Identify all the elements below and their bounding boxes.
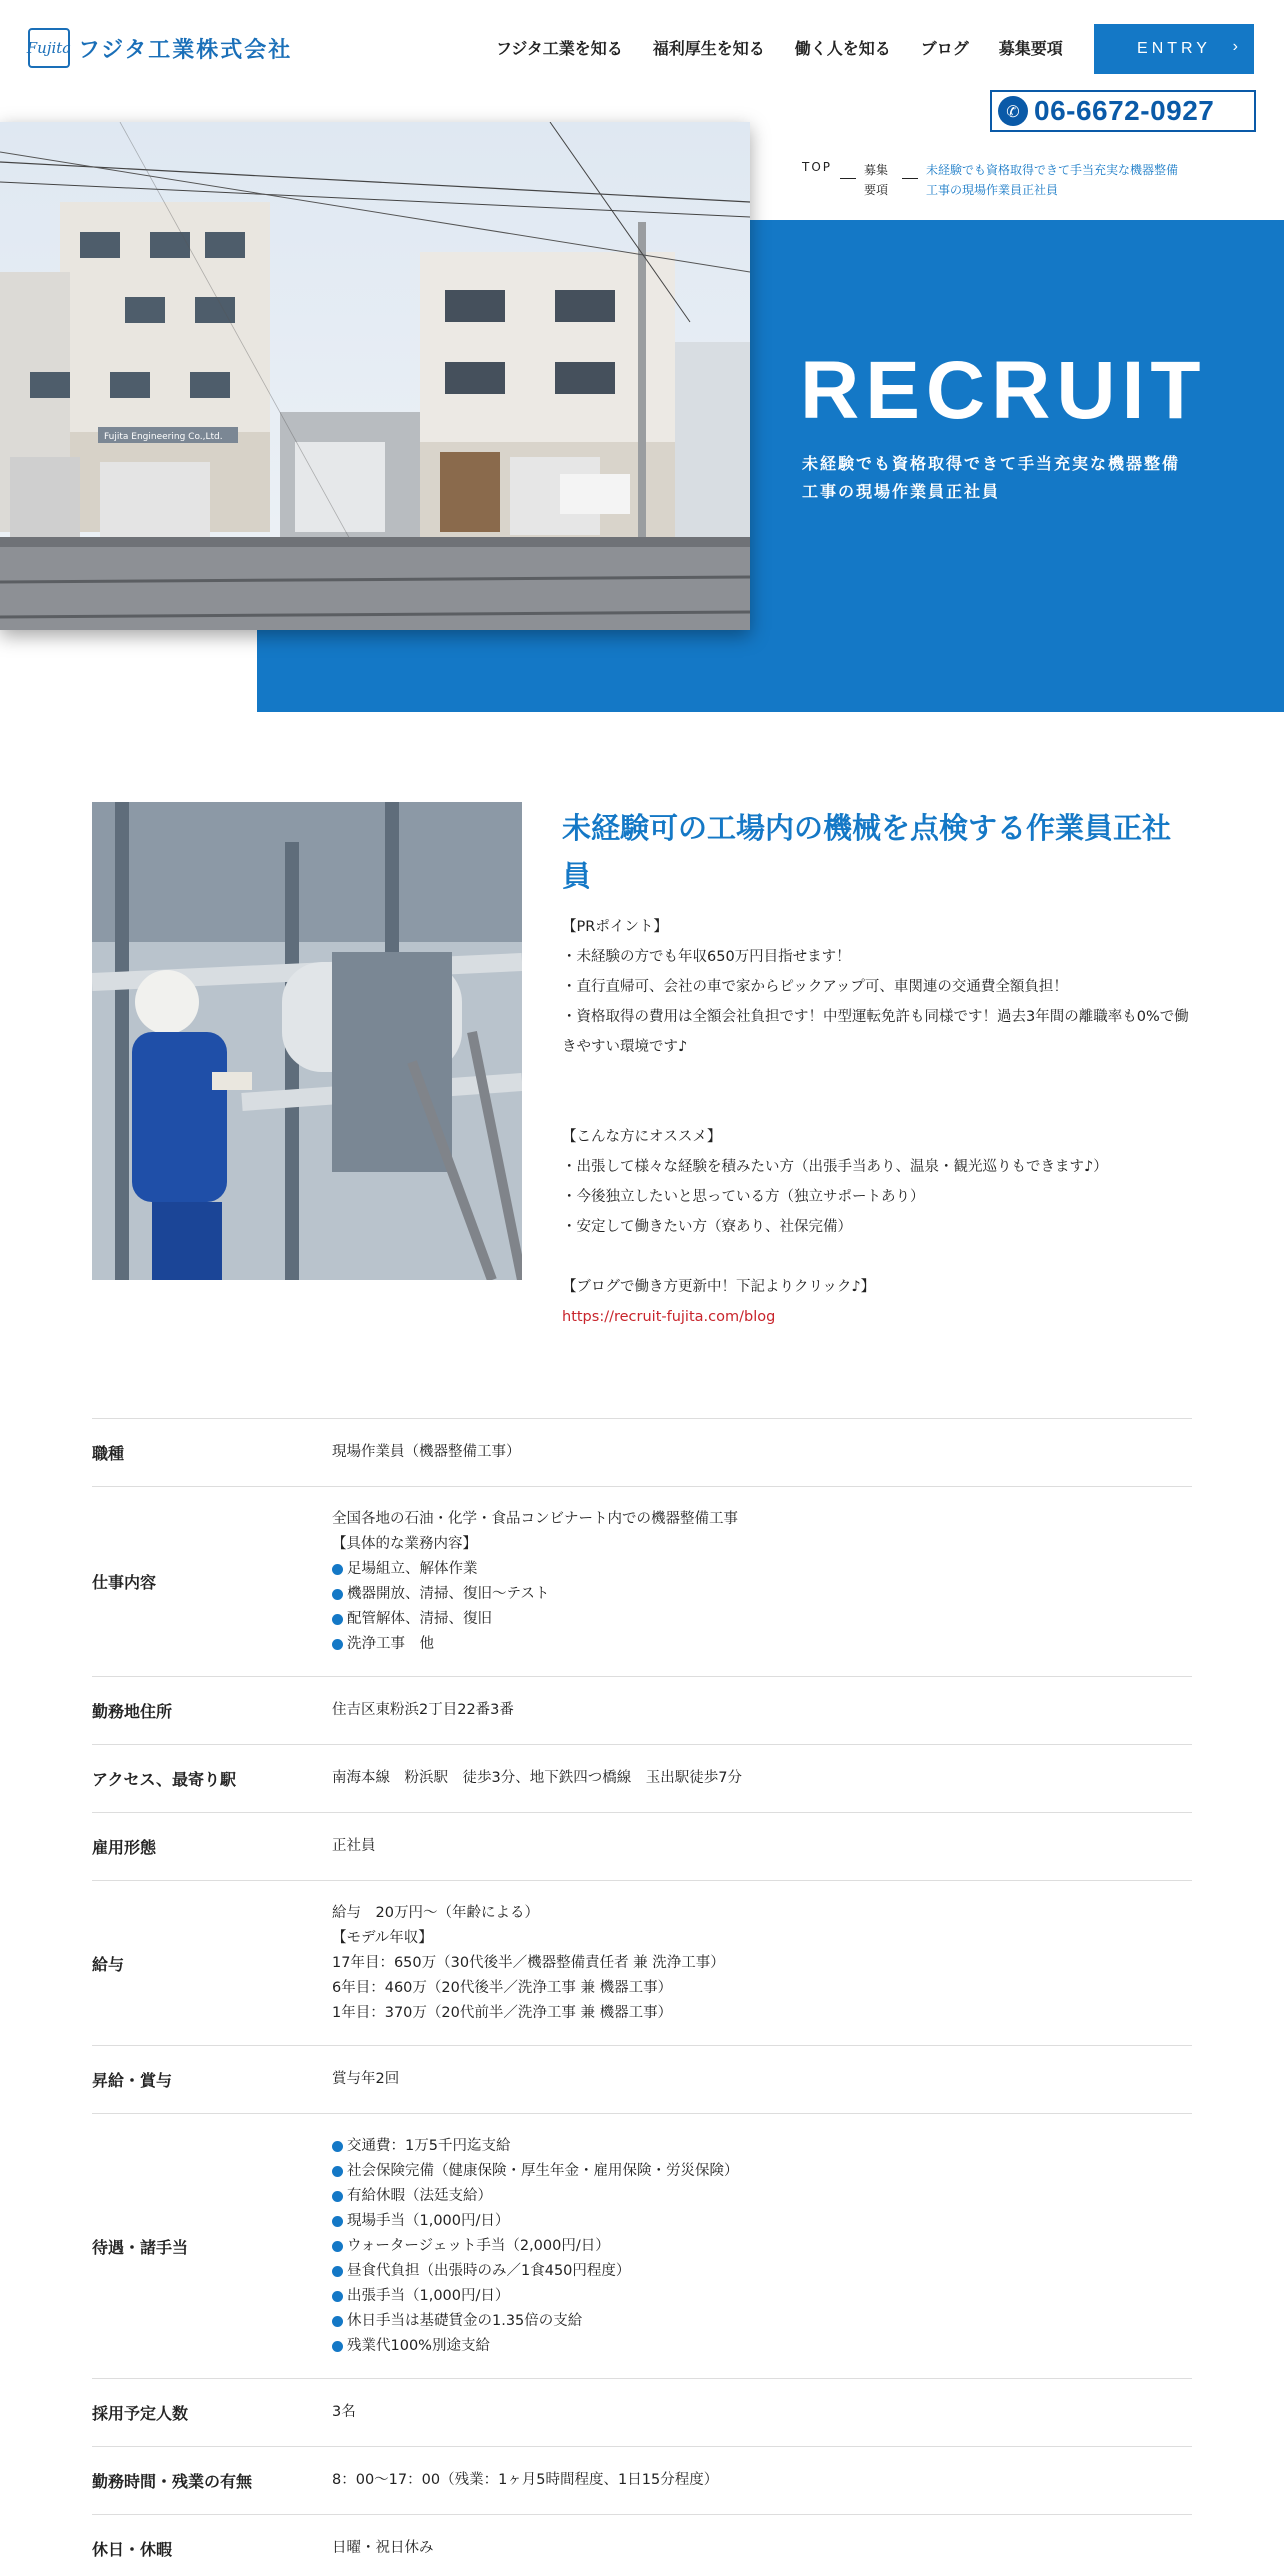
table-row [92,1486,1192,1676]
row-label: 雇用形態 [92,1838,157,1857]
value-line [332,1951,1192,1976]
bullet-dot-icon [332,2316,343,2327]
value-text: 足場組立、解体作業 [347,1560,478,1577]
page-subtitle: 未経験でも資格取得できて手当充実な機器整備工事の現場作業員正社員 [802,454,1181,501]
value-text: 休日手当は基礎賃金の1.35倍の支給 [347,2312,583,2329]
row-label: 勤務地住所 [92,1702,173,1721]
value-text: 配管解体、清掃、復旧 [347,1610,492,1627]
site-header [0,0,1284,80]
row-value [332,2468,1192,2493]
table-row [92,1880,1192,2045]
row-label: 職種 [92,1444,125,1463]
value-line [332,2067,1192,2092]
row-label: 待遇・諸手当 [92,2237,189,2257]
value-text: 正社員 [332,1838,376,1854]
description-line: ・直行直帰可、会社の車で家からピックアップ可、車関連の交通費全額負担！ [562,979,1068,995]
bullet-dot-icon [332,1639,343,1650]
bullet-dot-icon [332,2241,343,2252]
entry-button-label: ENTRY [1137,40,1211,57]
row-label: 休日・休暇 [92,2540,173,2559]
table-row [92,1676,1192,1744]
breadcrumb-separator [840,178,856,179]
value-text: 17年目：650万（30代後半／機器整備責任者 兼 洗浄工事） [332,1954,725,1971]
bullet-dot-icon [332,1614,343,1625]
value-text: 社会保険完備（健康保険・厚生年金・雇用保険・労災保険） [347,2162,739,2179]
breadcrumb-recruit-link[interactable]: 募集要項 [864,163,889,197]
value-text: 洗浄工事 他 [347,1635,434,1652]
breadcrumb-separator [902,178,918,179]
row-label: 給与 [92,1954,125,1974]
value-text: 交通費：1万5千円迄支給 [347,2137,511,2154]
chevron-right-icon: › [1232,38,1242,55]
row-value [332,2536,1192,2561]
description-line: 【ブログで働き方更新中！下記よりクリック♪】 [562,1279,876,1295]
page-title: RECRUIT [800,345,1207,436]
main-nav [496,36,1063,59]
phone-icon: ✆ [998,96,1028,126]
value-text: 3名 [332,2404,356,2420]
value-text: 1年目：370万（20代前半／洗浄工事 兼 機器工事） [332,2004,673,2021]
bullet-dot-icon [332,2216,343,2227]
table-row [92,2446,1192,2514]
phone-banner[interactable] [990,90,1256,132]
value-text: 住吉区東粉浜2丁目22番3番 [332,1702,514,1718]
row-label: 昇給・賞与 [92,2071,173,2090]
nav-item-welfare[interactable]: 福利厚生を知る [652,39,765,58]
value-text: 【モデル年収】 [332,1929,433,1946]
value-line [332,1698,1192,1723]
table-row [92,2113,1192,2378]
nav-item-about[interactable]: フジタ工業を知る [496,39,623,58]
value-line [332,2209,1192,2234]
description-line: 【PRポイント】 [562,919,668,935]
building-sign-text: Fujita Engineering Co.,Ltd. [104,432,223,442]
description-line: ・未経験の方でも年収650万円目指せます！ [562,949,851,965]
row-value [332,1507,1192,1657]
value-line [332,1532,1192,1557]
value-text: 出張手当（1,000円/日） [347,2287,510,2304]
row-value [332,2400,1192,2425]
worker-photo [92,802,522,1280]
row-value [332,2067,1192,2092]
table-row [92,2378,1192,2446]
value-line [332,2536,1192,2561]
description-line [562,1242,1192,1272]
description-line [562,1062,1192,1092]
value-line [332,2259,1192,2284]
value-line [332,1766,1192,1791]
value-text: 南海本線 粉浜駅 徒歩3分、地下鉄四つ橋線 玉出駅徒歩7分 [332,1770,742,1786]
value-text: 現場作業員（機器整備工事） [332,1444,521,1460]
row-value [332,1698,1192,1723]
value-line [332,1834,1192,1859]
entry-button[interactable] [1094,24,1254,74]
value-text: 賞与年2回 [332,2071,400,2087]
description-line: ・安定して働きたい方（寮あり、社保完備） [562,1219,852,1235]
value-line [332,2184,1192,2209]
value-line [332,1926,1192,1951]
table-row [92,1812,1192,1880]
description-line: 【こんな方にオススメ】 [562,1129,722,1145]
value-line [332,2334,1192,2359]
bullet-dot-icon [332,1564,343,1575]
row-label: 勤務時間・残業の有無 [92,2472,253,2491]
description-line: ・出張して様々な経験を積みたい方（出張手当あり、温泉・観光巡りもできます♪） [562,1159,1108,1175]
breadcrumb-top-link[interactable]: TOP [802,160,833,174]
description-line [562,1092,1192,1122]
value-line [332,1557,1192,1582]
row-value [332,1834,1192,1859]
row-value [332,1440,1192,1465]
value-line [332,1507,1192,1532]
value-line [332,1976,1192,2001]
value-line [332,2284,1192,2309]
breadcrumb [802,160,1186,200]
blog-link[interactable]: https://recruit-fujita.com/blog [562,1309,776,1325]
value-line [332,1440,1192,1465]
value-line [332,1607,1192,1632]
table-row [92,1744,1192,1812]
hero-building-photo [0,122,750,630]
nav-item-recruit[interactable]: 募集要項 [998,39,1063,58]
value-text: 全国各地の石油・化学・食品コンビナート内での機器整備工事 [332,1510,738,1527]
value-text: 8：00～17：00（残業：1ヶ月5時間程度、1日15分程度） [332,2472,719,2488]
row-value [332,1766,1192,1791]
bullet-dot-icon [332,2166,343,2177]
value-line [332,2159,1192,2184]
nav-item-people[interactable]: 働く人を知る [794,39,891,58]
value-text: ウォータージェット手当（2,000円/日） [347,2237,610,2254]
table-row [92,1418,1192,1486]
value-line [332,2001,1192,2026]
bullet-dot-icon [332,2341,343,2352]
value-text: 有給休暇（法廷支給） [347,2187,492,2204]
table-row [92,2514,1192,2568]
value-text: 昼食代負担（出張時のみ／1食450円程度） [347,2262,631,2279]
value-text: 日曜・祝日休み [332,2540,434,2556]
value-line [332,2309,1192,2334]
table-row [92,2045,1192,2113]
bullet-dot-icon [332,2191,343,2202]
job-headline: 未経験可の工場内の機械を点検する作業員正社員 [562,811,1172,893]
value-text: 給与 20万円～（年齢による） [332,1904,539,1921]
row-label: アクセス、最寄り駅 [92,1770,237,1789]
nav-item-blog[interactable]: ブログ [920,39,969,58]
breadcrumb-current: 未経験でも資格取得できて手当充実な機器整備工事の現場作業員正社員 [926,163,1179,197]
value-line [332,1901,1192,1926]
bullet-dot-icon [332,2291,343,2302]
value-line [332,2134,1192,2159]
description-line: ・今後独立したいと思っている方（独立サポートあり） [562,1189,925,1205]
row-label: 採用予定人数 [92,2404,189,2423]
value-line [332,1632,1192,1657]
bullet-dot-icon [332,2141,343,2152]
value-text: 6年目：460万（20代後半／洗浄工事 兼 機器工事） [332,1979,673,1996]
company-logo[interactable] [28,28,292,68]
value-text: 残業代100%別途支給 [347,2337,490,2354]
description-line: ・資格取得の費用は全額会社負担です！中型運転免許も同様です！過去3年間の離職率も0%で働きやすい環境です♪ [562,1009,1189,1055]
value-line [332,2400,1192,2425]
value-text: 機器開放、清掃、復旧～テスト [347,1585,550,1602]
row-value [332,1901,1192,2026]
value-line [332,2468,1192,2493]
bullet-dot-icon [332,1589,343,1600]
value-text: 【具体的な業務内容】 [332,1535,477,1552]
row-value [332,2134,1192,2359]
value-text: 現場手当（1,000円/日） [347,2212,510,2229]
logo-text: フジタ工業株式会社 [78,37,293,63]
value-line [332,2234,1192,2259]
job-details-table [92,1418,1192,2568]
job-description [562,912,1192,1332]
phone-number: 06-6672-0927 [1034,95,1215,126]
bullet-dot-icon [332,2266,343,2277]
row-label: 仕事内容 [92,1573,157,1592]
value-line [332,1582,1192,1607]
logo-mark: Fujita [28,28,70,68]
